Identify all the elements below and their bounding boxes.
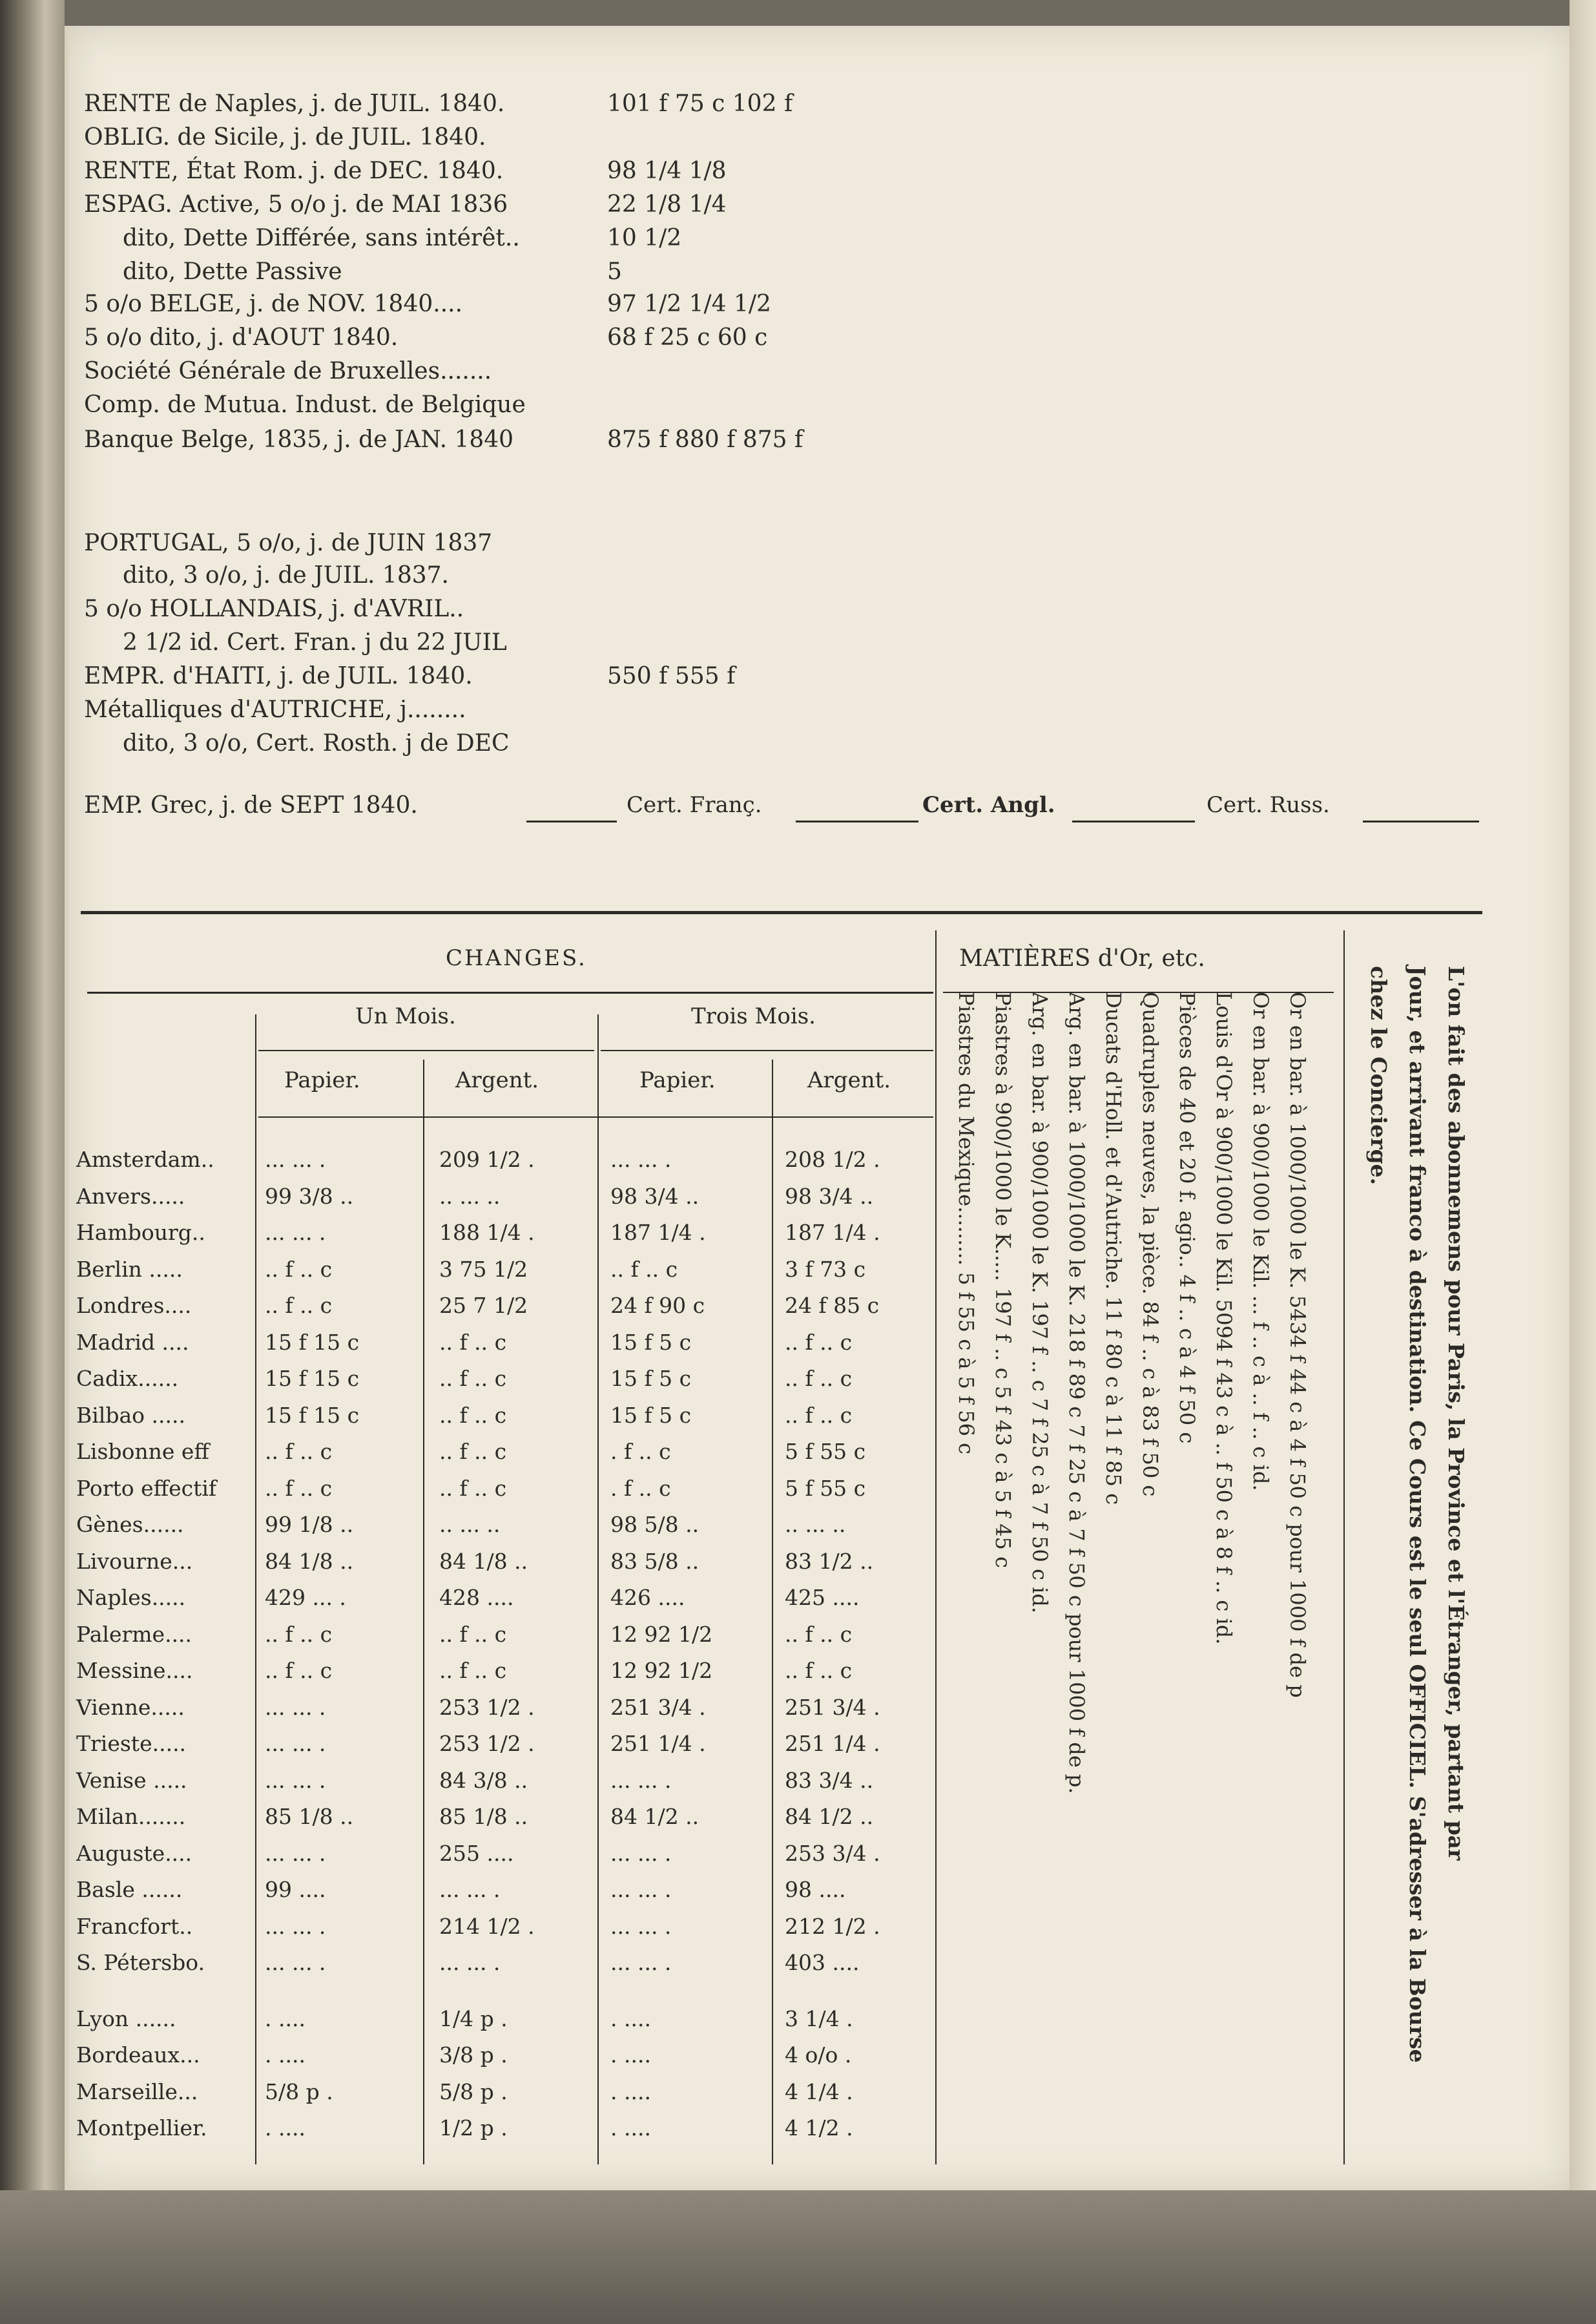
rate-cell: 251 3/4 . xyxy=(610,1694,706,1720)
city-name: Amsterdam.. xyxy=(76,1147,214,1172)
rate-cell: 428 .... xyxy=(439,1585,514,1610)
city-name: Naples..... xyxy=(76,1585,186,1610)
city-name: Palerme.... xyxy=(76,1621,192,1647)
matiere-item: Or en bar. à 1000/1000 le K. 5434 f 44 c à 4 f 50 c pour 1000 f de p xyxy=(1285,992,1310,1698)
city-name: Porto effectif xyxy=(76,1475,217,1501)
cert-blank-line xyxy=(526,821,617,822)
rate-cell: 5/8 p . xyxy=(265,2078,333,2104)
rate-cell: 12 92 1/2 xyxy=(610,1621,713,1647)
city-name: Bilbao ..... xyxy=(76,1402,185,1428)
city-name: Basle ...... xyxy=(76,1877,183,1902)
rente-price: 5 xyxy=(607,258,622,285)
rate-cell: 5 f 55 c xyxy=(785,1439,866,1464)
rate-cell: . .... xyxy=(610,2078,651,2104)
rate-cell: ... ... . xyxy=(265,1147,326,1172)
rate-cell: ... ... . xyxy=(265,1767,326,1793)
rate-cell: ... ... . xyxy=(439,1950,501,1975)
rate-cell: 187 1/4 . xyxy=(785,1220,880,1245)
argent-header: Argent. xyxy=(807,1067,891,1093)
argent-header: Argent. xyxy=(455,1067,539,1093)
rate-cell: 255 .... xyxy=(439,1840,514,1866)
note-line: L'on fait des abonnemens pour Paris, la Province et l'Étranger, partant par xyxy=(1444,966,1469,1861)
rate-cell: 208 1/2 . xyxy=(785,1147,880,1172)
rate-cell: ... ... . xyxy=(265,1913,326,1939)
city-name: S. Pétersbo. xyxy=(76,1950,205,1975)
city-name: Anvers..... xyxy=(76,1183,185,1209)
rente-price: 875 f 880 f 875 f xyxy=(607,426,803,453)
rate-cell: 3 75 1/2 xyxy=(439,1256,528,1282)
rate-cell: .. f .. c xyxy=(439,1402,507,1428)
rate-cell: .. f .. c xyxy=(439,1621,507,1647)
rente-price: 68 f 25 c 60 c xyxy=(607,324,768,351)
rente-price: 10 1/2 xyxy=(607,225,682,251)
rate-cell: . f .. c xyxy=(610,1439,671,1464)
rate-cell: .. ... .. xyxy=(439,1512,501,1537)
rate-cell: 83 5/8 .. xyxy=(610,1548,700,1574)
rate-cell: ... ... . xyxy=(265,1694,326,1720)
rate-cell: . .... xyxy=(265,2115,306,2141)
rate-cell: .. f .. c xyxy=(265,1621,333,1647)
matiere-item: Or en bar. à 900/1000 le Kil. ... f .. c à .. f .. c id. xyxy=(1249,992,1273,1491)
trois-mois-header: Trois Mois. xyxy=(691,1003,816,1029)
city-name: Francfort.. xyxy=(76,1913,193,1939)
rate-cell: 253 1/2 . xyxy=(439,1731,535,1756)
matiere-item: Piastres du Mexique......... 5 f 55 c à 5 f 56 c xyxy=(954,992,979,1455)
rate-cell: ... ... . xyxy=(265,1840,326,1866)
rate-cell: .. f .. c xyxy=(439,1366,507,1391)
rente-price: 22 1/8 1/4 xyxy=(607,191,727,218)
city-name: Montpellier. xyxy=(76,2115,207,2141)
column-rule xyxy=(597,1014,599,2164)
adjacent-page-edge xyxy=(1570,0,1596,2324)
papier-header: Papier. xyxy=(284,1067,360,1093)
rate-cell: .. f .. c xyxy=(785,1329,853,1355)
cert-angl-label: Cert. Angl. xyxy=(922,792,1055,818)
rate-cell: 214 1/2 . xyxy=(439,1913,535,1939)
rate-cell: .. ... .. xyxy=(439,1183,501,1209)
city-name: Londres.... xyxy=(76,1293,192,1318)
rate-cell: ... ... . xyxy=(265,1220,326,1245)
rate-cell: ... ... . xyxy=(610,1767,672,1793)
cert-blank-line xyxy=(1363,821,1479,822)
rate-cell: 251 1/4 . xyxy=(785,1731,880,1756)
rate-cell: 85 1/8 .. xyxy=(439,1804,528,1829)
rente-label: 5 o/o dito, j. d'AOUT 1840. xyxy=(84,324,399,351)
city-name: Bordeaux... xyxy=(76,2042,200,2068)
rate-cell: 83 3/4 .. xyxy=(785,1767,874,1793)
city-name: Milan....... xyxy=(76,1804,186,1829)
rate-cell: 429 ... . xyxy=(265,1585,346,1610)
matiere-item: Louis d'Or à 900/1000 le Kil. 5094 f 43 c à .. f 50 c à 8 f .. c id. xyxy=(1212,992,1236,1645)
matiere-item: Ducats d'Holl. et d'Autriche. 11 f 80 c à 11 f 85 c xyxy=(1101,992,1126,1505)
rente-label: Banque Belge, 1835, j. de JAN. 1840 xyxy=(84,426,514,453)
rente-price: 98 1/4 1/8 xyxy=(607,158,727,184)
rente-label: ESPAG. Active, 5 o/o j. de MAI 1836 xyxy=(84,191,508,218)
cert-blank-line xyxy=(796,821,918,822)
city-name: Trieste..... xyxy=(76,1731,187,1756)
rate-cell: 188 1/4 . xyxy=(439,1220,535,1245)
rente-label: 5 o/o BELGE, j. de NOV. 1840.... xyxy=(84,291,463,317)
rate-cell: ... ... . xyxy=(610,1950,672,1975)
rente-label: RENTE, État Rom. j. de DEC. 1840. xyxy=(84,158,504,184)
rate-cell: 403 .... xyxy=(785,1950,860,1975)
city-name: Gènes...... xyxy=(76,1512,184,1537)
changes-title: CHANGES. xyxy=(446,945,587,971)
rate-cell: ... ... . xyxy=(439,1877,501,1902)
rate-cell: ... ... . xyxy=(610,1877,672,1902)
rente-label: dito, 3 o/o, j. de JUIL. 1837. xyxy=(123,562,449,589)
city-name: Messine.... xyxy=(76,1658,193,1683)
rate-cell: 98 .... xyxy=(785,1877,846,1902)
rente-label: PORTUGAL, 5 o/o, j. de JUIN 1837 xyxy=(84,530,493,556)
book-binding xyxy=(0,0,65,2324)
rate-cell: . .... xyxy=(610,2115,651,2141)
emp-grec-line xyxy=(84,792,418,819)
papier-header: Papier. xyxy=(639,1067,716,1093)
rate-cell: .. f .. c xyxy=(610,1256,678,1282)
rente-label: 2 1/2 id. Cert. Fran. j du 22 JUIL xyxy=(123,629,507,656)
matiere-item: Arg. en bar. à 900/1000 le K. 197 f .. c 7 f 25 c à 7 f 50 c id. xyxy=(1028,992,1052,1614)
rate-cell: .. f .. c xyxy=(265,1256,333,1282)
rente-price: 550 f 555 f xyxy=(607,663,736,689)
rate-cell: 98 5/8 .. xyxy=(610,1512,700,1537)
rate-cell: .. f .. c xyxy=(265,1293,333,1318)
rate-cell: .. f .. c xyxy=(785,1621,853,1647)
rate-cell: 4 1/4 . xyxy=(785,2078,853,2104)
rente-price: 101 f 75 c 102 f xyxy=(607,90,793,117)
un-mois-header: Un Mois. xyxy=(355,1003,456,1029)
note-line: Jour, et arrivant franco à destination. Ce Cours est le seul OFFICIEL. S'adresser à la Bourse xyxy=(1405,966,1430,2063)
rate-cell: ... ... . xyxy=(265,1731,326,1756)
rate-cell: 3 f 73 c xyxy=(785,1256,866,1282)
rate-cell: 99 3/8 .. xyxy=(265,1183,354,1209)
rate-cell: .. f .. c xyxy=(439,1475,507,1501)
rate-cell: 25 7 1/2 xyxy=(439,1293,528,1318)
rate-cell: 83 1/2 .. xyxy=(785,1548,874,1574)
matiere-item: Pièces de 40 et 20 f. agio.. 4 f .. c à 4 f 50 c xyxy=(1175,992,1199,1444)
book-bottom-edge xyxy=(0,2190,1596,2324)
rente-label: EMPR. d'HAITI, j. de JUIL. 1840. xyxy=(84,663,473,689)
emp-grec-label: EMP. Grec, j. de SEPT 1840. xyxy=(84,792,418,819)
city-name: Vienne..... xyxy=(76,1694,185,1720)
city-name: Berlin ..... xyxy=(76,1256,183,1282)
city-name: Madrid .... xyxy=(76,1329,189,1355)
matiere-item: Piastres à 900/1000 le K..... 197 f .. c 5 f 43 c à 5 f 45 c xyxy=(991,992,1015,1568)
rate-cell: 24 f 90 c xyxy=(610,1293,705,1318)
matieres-title: MATIÈRES d'Or, etc. xyxy=(959,945,1205,972)
rate-cell: ... ... . xyxy=(610,1913,672,1939)
rate-cell: 4 o/o . xyxy=(785,2042,852,2068)
rate-cell: 251 1/4 . xyxy=(610,1731,706,1756)
rate-cell: . .... xyxy=(610,2005,651,2031)
rate-cell: 15 f 5 c xyxy=(610,1329,692,1355)
rate-cell: .. f .. c xyxy=(265,1439,333,1464)
rate-cell: 85 1/8 .. xyxy=(265,1804,354,1829)
rate-cell: 84 1/2 .. xyxy=(610,1804,700,1829)
city-name: Venise ..... xyxy=(76,1767,187,1793)
rate-cell: .. f .. c xyxy=(439,1329,507,1355)
city-name: Livourne... xyxy=(76,1548,193,1574)
rate-cell: .. f .. c xyxy=(785,1366,853,1391)
rate-cell: 209 1/2 . xyxy=(439,1147,535,1172)
rate-cell: 99 .... xyxy=(265,1877,326,1902)
rate-cell: 187 1/4 . xyxy=(610,1220,706,1245)
rate-cell: . .... xyxy=(610,2042,651,2068)
rate-cell: 5/8 p . xyxy=(439,2078,508,2104)
column-rule xyxy=(423,1060,424,2164)
city-name: Lyon ...... xyxy=(76,2005,176,2031)
rate-cell: .. f .. c xyxy=(439,1658,507,1683)
rate-cell: . .... xyxy=(265,2005,306,2031)
rate-cell: 1/2 p . xyxy=(439,2115,508,2141)
rate-cell: 84 3/8 .. xyxy=(439,1767,528,1793)
rate-cell: 253 1/2 . xyxy=(439,1694,535,1720)
rate-cell: ... ... . xyxy=(610,1840,672,1866)
city-name: Cadix...... xyxy=(76,1366,179,1391)
city-name: Hambourg.. xyxy=(76,1220,205,1245)
rate-cell: . .... xyxy=(265,2042,306,2068)
rate-cell: 253 3/4 . xyxy=(785,1840,880,1866)
column-rule xyxy=(255,1014,256,2164)
rate-cell: 15 f 5 c xyxy=(610,1366,692,1391)
rate-cell: 15 f 15 c xyxy=(265,1329,360,1355)
city-name: Lisbonne eff xyxy=(76,1439,209,1464)
rate-cell: .. f .. c xyxy=(439,1439,507,1464)
rate-cell: 84 1/8 .. xyxy=(439,1548,528,1574)
rate-cell: 15 f 15 c xyxy=(265,1402,360,1428)
rate-cell: 98 3/4 .. xyxy=(610,1183,700,1209)
rate-cell: 212 1/2 . xyxy=(785,1913,880,1939)
rate-cell: 426 .... xyxy=(610,1585,685,1610)
rate-cell: .. ... .. xyxy=(785,1512,846,1537)
rate-cell: 15 f 5 c xyxy=(610,1402,692,1428)
rate-cell: 425 .... xyxy=(785,1585,860,1610)
rate-cell: . f .. c xyxy=(610,1475,671,1501)
rente-label: dito, 3 o/o, Cert. Rosth. j de DEC xyxy=(123,730,510,757)
rate-cell: 1/4 p . xyxy=(439,2005,508,2031)
rente-label: OBLIG. de Sicile, j. de JUIL. 1840. xyxy=(84,124,486,151)
rate-cell: .. f .. c xyxy=(785,1658,853,1683)
rate-cell: 24 f 85 c xyxy=(785,1293,880,1318)
rate-cell: 3/8 p . xyxy=(439,2042,508,2068)
table-rule xyxy=(601,1050,933,1051)
rate-cell: 3 1/4 . xyxy=(785,2005,853,2031)
city-name: Auguste.... xyxy=(76,1840,192,1866)
rente-label: Société Générale de Bruxelles....... xyxy=(84,358,492,384)
rate-cell: 12 92 1/2 xyxy=(610,1658,713,1683)
matiere-item: Arg. en bar. à 1000/1000 le K. 218 f 89 c 7 f 25 c à 7 f 50 c pour 1000 f de p. xyxy=(1064,992,1089,1794)
rate-cell: .. f .. c xyxy=(785,1402,853,1428)
rate-cell: 98 3/4 .. xyxy=(785,1183,874,1209)
rate-cell: ... ... . xyxy=(610,1147,672,1172)
cert-franc-label: Cert. Franç. xyxy=(627,792,762,818)
rate-cell: 5 f 55 c xyxy=(785,1475,866,1501)
rate-cell: .. f .. c xyxy=(265,1658,333,1683)
rate-cell: .. f .. c xyxy=(265,1475,333,1501)
column-rule xyxy=(935,930,937,2164)
rente-label: dito, Dette Passive xyxy=(123,258,342,285)
rente-price: 97 1/2 1/4 1/2 xyxy=(607,291,771,317)
rate-cell: 99 1/8 .. xyxy=(265,1512,354,1537)
cert-blank-line xyxy=(1072,821,1195,822)
rente-label: RENTE de Naples, j. de JUIL. 1840. xyxy=(84,90,505,117)
rente-label: 5 o/o HOLLANDAIS, j. d'AVRIL.. xyxy=(84,596,464,622)
table-rule xyxy=(258,1050,594,1051)
rate-cell: 251 3/4 . xyxy=(785,1694,880,1720)
rate-cell: ... ... . xyxy=(265,1950,326,1975)
rate-cell: 15 f 15 c xyxy=(265,1366,360,1391)
table-rule xyxy=(258,1116,933,1118)
table-rule xyxy=(87,992,933,994)
rate-cell: 84 1/8 .. xyxy=(265,1548,354,1574)
rate-cell: 84 1/2 .. xyxy=(785,1804,874,1829)
note-line: chez le Concierge. xyxy=(1366,966,1391,1186)
section-divider xyxy=(81,911,1482,914)
matiere-item: Quadruples neuves, la pièce. 84 f .. c à 83 f 50 c xyxy=(1138,992,1163,1497)
column-rule xyxy=(772,1060,773,2164)
rente-label: Comp. de Mutua. Indust. de Belgique xyxy=(84,392,526,418)
rente-label: Métalliques d'AUTRICHE, j........ xyxy=(84,696,466,723)
column-rule xyxy=(1343,930,1345,2164)
rente-label: dito, Dette Différée, sans intérêt.. xyxy=(123,225,520,251)
cert-russ-label: Cert. Russ. xyxy=(1207,792,1330,818)
rate-cell: 4 1/2 . xyxy=(785,2115,853,2141)
city-name: Marseille... xyxy=(76,2078,198,2104)
